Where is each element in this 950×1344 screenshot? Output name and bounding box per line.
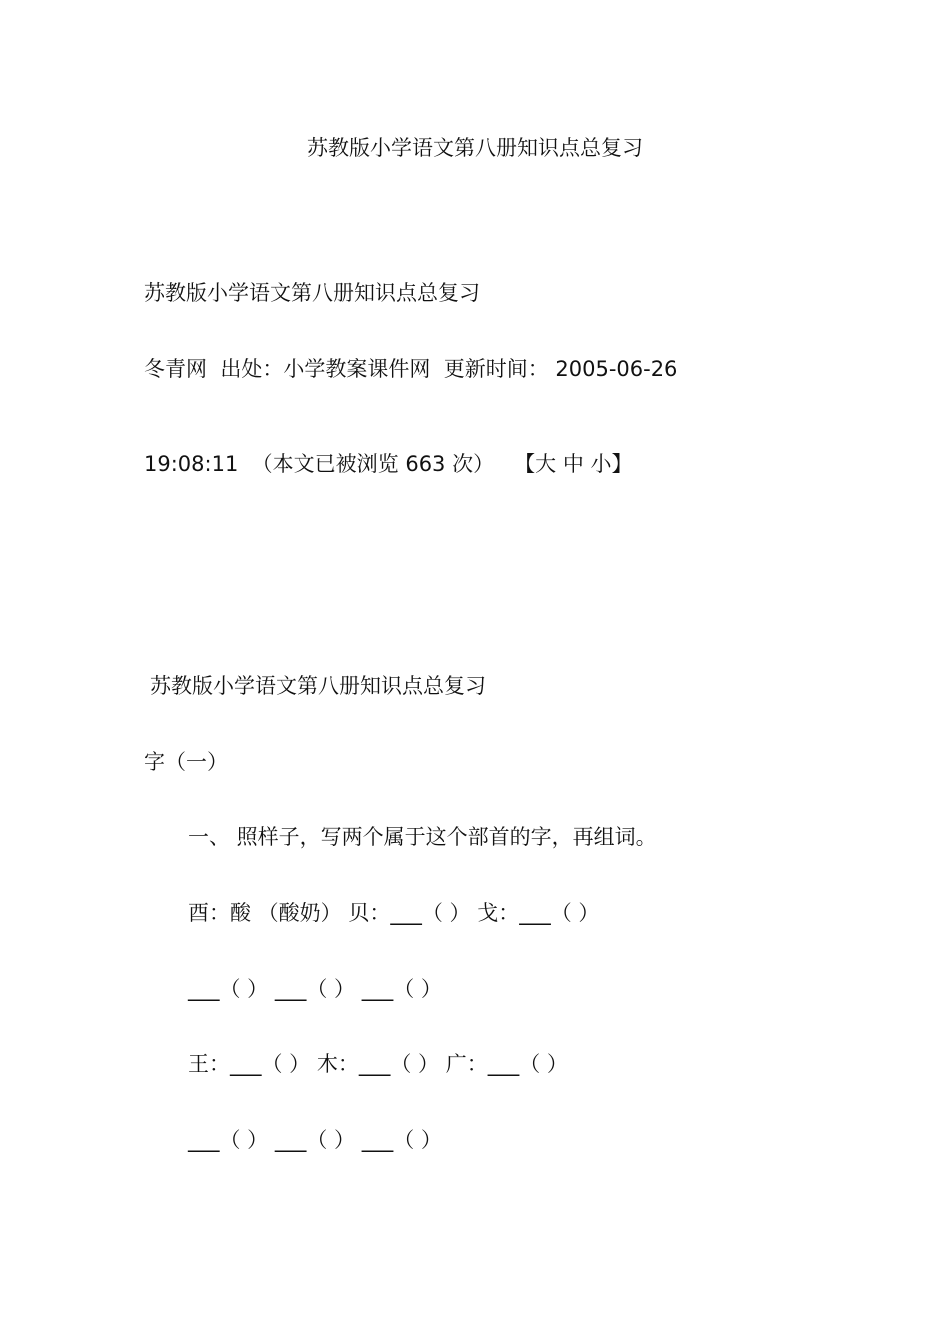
body-heading: 苏教版小学语文第八册知识点总复习 — [150, 674, 486, 698]
font-size-large-link[interactable]: 大 — [535, 452, 557, 476]
exercise-row-2: ___（ ） ___（ ） ___（ ） — [188, 977, 442, 1001]
document-title: 苏教版小学语文第八册知识点总复习 — [307, 136, 643, 160]
question-1: 一、 照样子，写两个属于这个部首的字，再组词。 — [188, 825, 657, 849]
exercise-row-1: 酉：酸 （酸奶） 贝：___（ ） 戈：___（ ） — [188, 901, 600, 925]
exercise-row-4: ___（ ） ___（ ） ___（ ） — [188, 1128, 442, 1152]
font-size-small-link[interactable]: 小 — [590, 452, 612, 476]
section-title: 字（一） — [144, 750, 228, 774]
article-title: 苏教版小学语文第八册知识点总复习 — [144, 281, 480, 305]
article-meta-source: 冬青网 出处：小学教案课件网 更新时间： 2005-06-26 — [144, 357, 678, 381]
bracket-open: 【 — [514, 452, 536, 476]
font-size-medium-link[interactable]: 中 — [562, 452, 584, 476]
time-views-text: 19:08:11 （本文已被浏览 663 次） — [144, 452, 515, 476]
exercise-row-3: 王：___（ ） 木：___（ ） 广：___（ ） — [188, 1052, 568, 1076]
bracket-close: 】 — [611, 452, 633, 476]
article-meta-time-views — [144, 450, 633, 478]
